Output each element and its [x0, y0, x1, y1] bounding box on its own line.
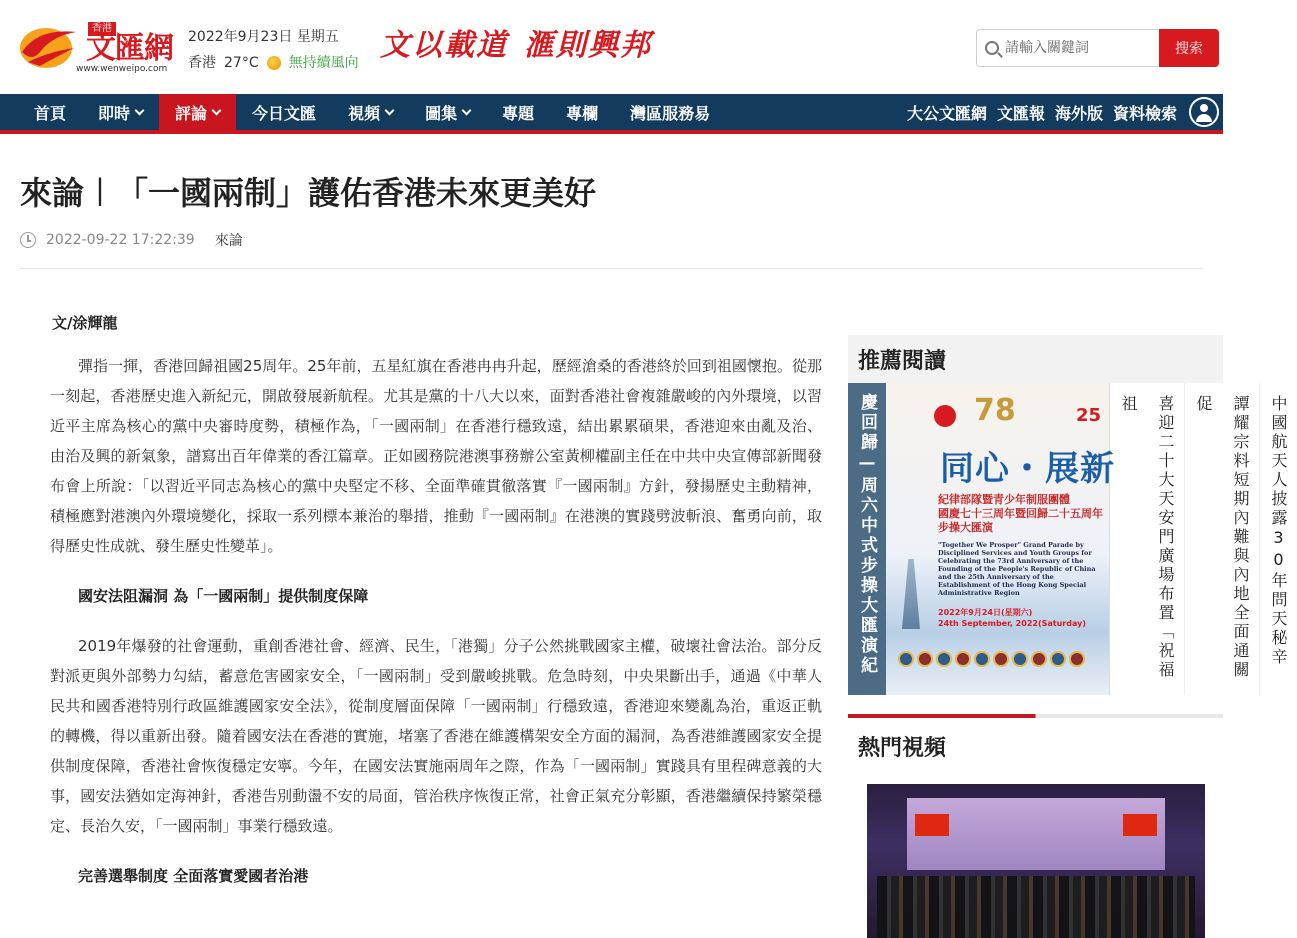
chevron-down-icon [385, 105, 395, 115]
recommend-title: 推薦閱讀 [848, 335, 1223, 383]
clock-icon [20, 232, 36, 248]
article-subheading: 完善選舉制度 全面落實愛國者治港 [78, 867, 309, 885]
logo-name: 文匯網 [86, 31, 173, 66]
logo-swoosh-icon [18, 22, 80, 70]
article-timestamp: 2022-09-22 17:22:39 [46, 232, 195, 248]
article-title: 來論︱「一國兩制」護佑香港未來更美好 [20, 174, 597, 212]
hot-video-title: 熱門視頻 [848, 722, 1223, 770]
badge-icon [1050, 651, 1066, 667]
search-button[interactable]: 搜索 [1159, 29, 1219, 67]
poster-25: 25 [1076, 405, 1102, 426]
logo-url: www.wenweipo.com [76, 64, 168, 74]
article-body [50, 312, 822, 911]
search-input[interactable] [1005, 40, 1145, 56]
weather-wind: 無持續風向 [288, 55, 359, 71]
poster-date [938, 607, 1086, 629]
badge-icon [955, 651, 971, 667]
search-icon [985, 41, 999, 55]
nav-item-gallery[interactable] [409, 94, 486, 130]
article-byline: 文/涂輝龍 [52, 314, 118, 332]
recommend-caption: 慶回歸—周六中式步操大匯演紀律部 [848, 383, 886, 695]
slogan-part-2: 滙則興邦 [524, 28, 652, 63]
recommend-item-1[interactable] [819, 383, 1115, 695]
recommend-item-2[interactable]: 喜迎二十大天安門廣場布置「祝福祖 [1110, 383, 1185, 695]
poster-date-en: 24th September, 2022(Saturday) [938, 619, 1086, 628]
current-date: 2022年9月23日 星期五 [188, 29, 339, 45]
poster-78: 78 [974, 393, 1016, 428]
weather-row [188, 50, 359, 76]
nav-item-home[interactable] [18, 94, 82, 130]
poster-chinese-subtitle: 紀律部隊暨青少年制服團體 國慶七十三周年暨回歸二十五周年 步操大匯演 [938, 493, 1103, 534]
poster-date-cn: 2022年9月24日(星期六) [938, 608, 1033, 617]
nav-item-columns[interactable] [550, 94, 614, 130]
article-category[interactable]: 來論 [214, 233, 243, 249]
badge-icon [993, 651, 1009, 667]
nav-label: 今日文匯 [252, 103, 317, 123]
nav-link-takungwenwei[interactable]: 大公文匯網 [906, 103, 987, 123]
nav-item-instant[interactable] [82, 94, 159, 130]
article-paragraph: 彈指一揮，香港回歸祖國25周年。25年前，五星紅旗在香港冉冉升起，歷經滄桑的香港終於回到祖國懷抱。從那一刻起，香港歷史進入新紀元，開啟發展新航程。尤其是黨的十八大以來，面對香港社會複雜嚴峻的內外環境，以習近平主席為核心的黨中央審時度勢，積極作為，「一國兩制」在香港行穩致遠，結出累累碩果，香港迎來由亂及治、由治及興的新氣象，譜寫出百年偉業的香江篇章。正如國務院港澳事務辦公室黃柳權副主任在中共中央宣傳部新聞發布會上所說：「以習近平同志為核心的黨中央堅定不移、全面準確貫徹落實『一國兩制』方針，發揚歷史主動精神，積極應對港澳內外環境變化，採取一系列標本兼治的舉措，推動『一國兩制』在港澳的實踐劈波斬浪、奮勇向前，取得歷史性成就、發生歷史性變革」。 [50, 357, 822, 555]
user-icon[interactable] [1189, 97, 1219, 127]
badges-row [898, 651, 1085, 667]
badge-icon [898, 651, 914, 667]
article-subheading: 國安法阻漏洞 為「一國兩制」提供制度保障 [78, 587, 369, 605]
nav-label: 視頻 [348, 103, 381, 123]
hot-video-thumbnail[interactable] [867, 784, 1205, 938]
chevron-down-icon [135, 105, 145, 115]
article-meta [20, 230, 243, 250]
badge-icon [1031, 651, 1047, 667]
nav-label: 專欄 [566, 103, 599, 123]
recommend-thumbnail [886, 383, 1115, 695]
nav-item-today[interactable] [236, 94, 332, 130]
nav-label: 灣區服務易 [630, 103, 711, 123]
nav-label: 專題 [502, 103, 535, 123]
hksar-emblem-icon [934, 405, 956, 427]
tower-icon [902, 559, 920, 629]
sun-icon [267, 56, 281, 70]
site-logo[interactable] [18, 18, 178, 76]
divider [20, 268, 1203, 269]
poster-english-subtitle: "Together We Prosper" Grand Parade by Disciplined Services and Youth Groups for Celebrating the 73rd Anniversary of the Founding of the People's Republic of China and the 25th Anniversary of the Establishment of the Hong Kong Special Administrative Region [938, 541, 1096, 597]
recommend-item-3[interactable]: 譚耀宗料短期內難與內地全面通關促 [1185, 383, 1260, 695]
nav-label: 首頁 [34, 103, 67, 123]
site-header [0, 0, 1223, 94]
date-weather [188, 24, 359, 76]
badge-icon [936, 651, 952, 667]
nav-link-overseas[interactable]: 海外版 [1054, 103, 1103, 123]
flag-icon [1123, 814, 1157, 836]
main-nav [0, 94, 1223, 134]
nav-item-bay-area[interactable] [614, 94, 726, 130]
badge-icon [1012, 651, 1028, 667]
chevron-down-icon [462, 105, 472, 115]
nav-link-archive[interactable]: 資料檢索 [1112, 103, 1177, 123]
badge-icon [1069, 651, 1085, 667]
nav-left [18, 94, 726, 130]
nav-label: 圖集 [425, 103, 458, 123]
search-box [976, 29, 1159, 67]
poster-title: 同心・展新 [940, 449, 1115, 489]
chevron-down-icon [212, 105, 222, 115]
search-bar [976, 29, 1219, 67]
section-divider [848, 714, 1223, 718]
nav-item-commentary[interactable] [159, 94, 236, 130]
weather-temp: 27°C [224, 55, 259, 71]
badge-icon [974, 651, 990, 667]
recommend-item-4[interactable]: 中國航天人披露30年問天秘辛 [1269, 395, 1288, 667]
flag-icon [915, 814, 949, 836]
nav-item-video[interactable] [332, 94, 409, 130]
slogan-part-1: 文以載道 [380, 28, 508, 63]
weather-city: 香港 [188, 55, 216, 71]
nav-link-wenweipo[interactable]: 文匯報 [996, 103, 1045, 123]
video-people [877, 876, 1195, 938]
nav-item-topics[interactable] [486, 94, 550, 130]
nav-right [907, 94, 1219, 130]
recommend-list [819, 383, 1288, 695]
nav-label: 即時 [98, 103, 131, 123]
badge-icon [917, 651, 933, 667]
article-paragraph: 2019年爆發的社會運動，重創香港社會、經濟、民生，「港獨」分子公然挑戰國家主權，破壞社會法治。部分反對派更與外部勢力勾結，蓄意危害國家安全，「一國兩制」受到嚴峻挑戰。危急時刻，中央果斷出手，通過《中華人民共和國香港特別行政區維護國家安全法》，從制度層面保障「一國兩制」行穩致遠，香港迎來變亂為治，重返正軌的轉機，得以重新出發。隨着國安法在香港的實施，堵塞了香港在維護構架安全方面的漏洞，為香港維護國家安全提供制度保障，香港社會恢復穩定安寧。今年，在國安法實施兩周年之際，作為「一國兩制」實踐具有里程碑意義的大事，國安法猶如定海神針，香港告別動盪不安的局面，管治秩序恢復正常，社會正氣充分彰顯，香港繼續保持繁榮穩定、長治久安，「一國兩制」事業行穩致遠。 [50, 637, 822, 835]
slogan [380, 20, 652, 64]
logo-hk-tag: 香港 [88, 22, 116, 36]
nav-label: 評論 [175, 103, 208, 123]
